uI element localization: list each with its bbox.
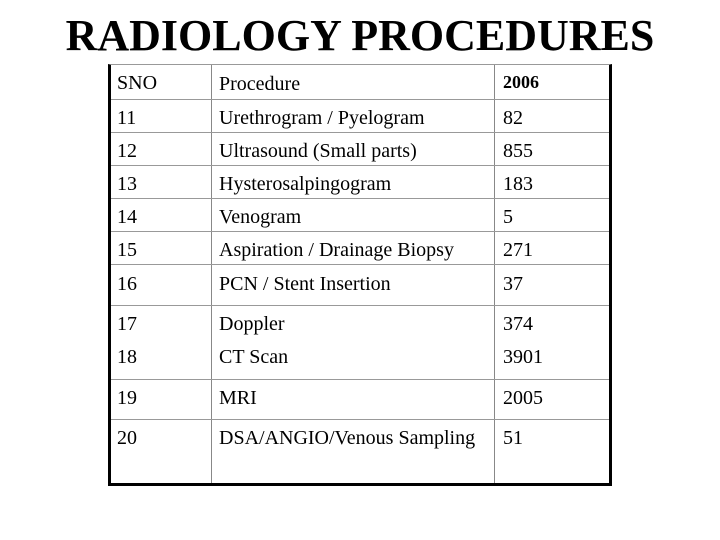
row-count: 82 — [503, 107, 523, 129]
row-divider — [111, 379, 609, 380]
row-divider — [111, 99, 609, 100]
row-procedure: Aspiration / Drainage Biopsy — [219, 239, 454, 261]
row-procedure: Urethrogram / Pyelogram — [219, 107, 425, 129]
row-divider — [111, 165, 609, 166]
row-count: 2005 — [503, 387, 543, 409]
column-divider — [494, 65, 495, 483]
row-count: 183 — [503, 173, 533, 195]
row-count: 3901 — [503, 346, 543, 368]
row-procedure: MRI — [219, 387, 257, 409]
row-count: 271 — [503, 239, 533, 261]
row-procedure: DSA/ANGIO/Venous Sampling — [219, 427, 476, 449]
row-divider — [111, 419, 609, 420]
row-sno: 17 — [117, 313, 137, 335]
header-sno: SNO — [117, 72, 158, 94]
column-divider — [211, 65, 212, 483]
row-count: 51 — [503, 427, 523, 449]
row-sno: 20 — [117, 427, 137, 449]
row-procedure: Ultrasound (Small parts) — [219, 140, 417, 162]
row-sno: 12 — [117, 140, 137, 162]
page-title: RADIOLOGY PROCEDURES — [65, 11, 655, 60]
header-year: 2006 — [503, 72, 539, 92]
row-divider — [111, 132, 609, 133]
row-divider — [111, 231, 609, 232]
row-sno: 15 — [117, 239, 137, 261]
row-sno: 16 — [117, 273, 137, 295]
row-procedure: CT Scan — [219, 346, 289, 368]
row-procedure: Venogram — [219, 206, 302, 228]
row-sno: 13 — [117, 173, 137, 195]
row-divider — [111, 264, 609, 265]
row-count: 374 — [503, 313, 533, 335]
row-count: 37 — [503, 273, 523, 295]
row-divider — [111, 305, 609, 306]
row-sno: 18 — [117, 346, 137, 368]
row-count: 855 — [503, 140, 533, 162]
row-sno: 19 — [117, 387, 137, 409]
row-count: 5 — [503, 206, 513, 228]
row-procedure: Doppler — [219, 313, 285, 335]
row-procedure: Hysterosalpingogram — [219, 173, 392, 195]
row-sno: 14 — [117, 206, 137, 228]
procedures-table — [108, 64, 612, 486]
header-procedure: Procedure — [219, 73, 301, 95]
row-procedure: PCN / Stent Insertion — [219, 273, 391, 295]
row-sno: 11 — [117, 107, 137, 129]
row-divider — [111, 198, 609, 199]
